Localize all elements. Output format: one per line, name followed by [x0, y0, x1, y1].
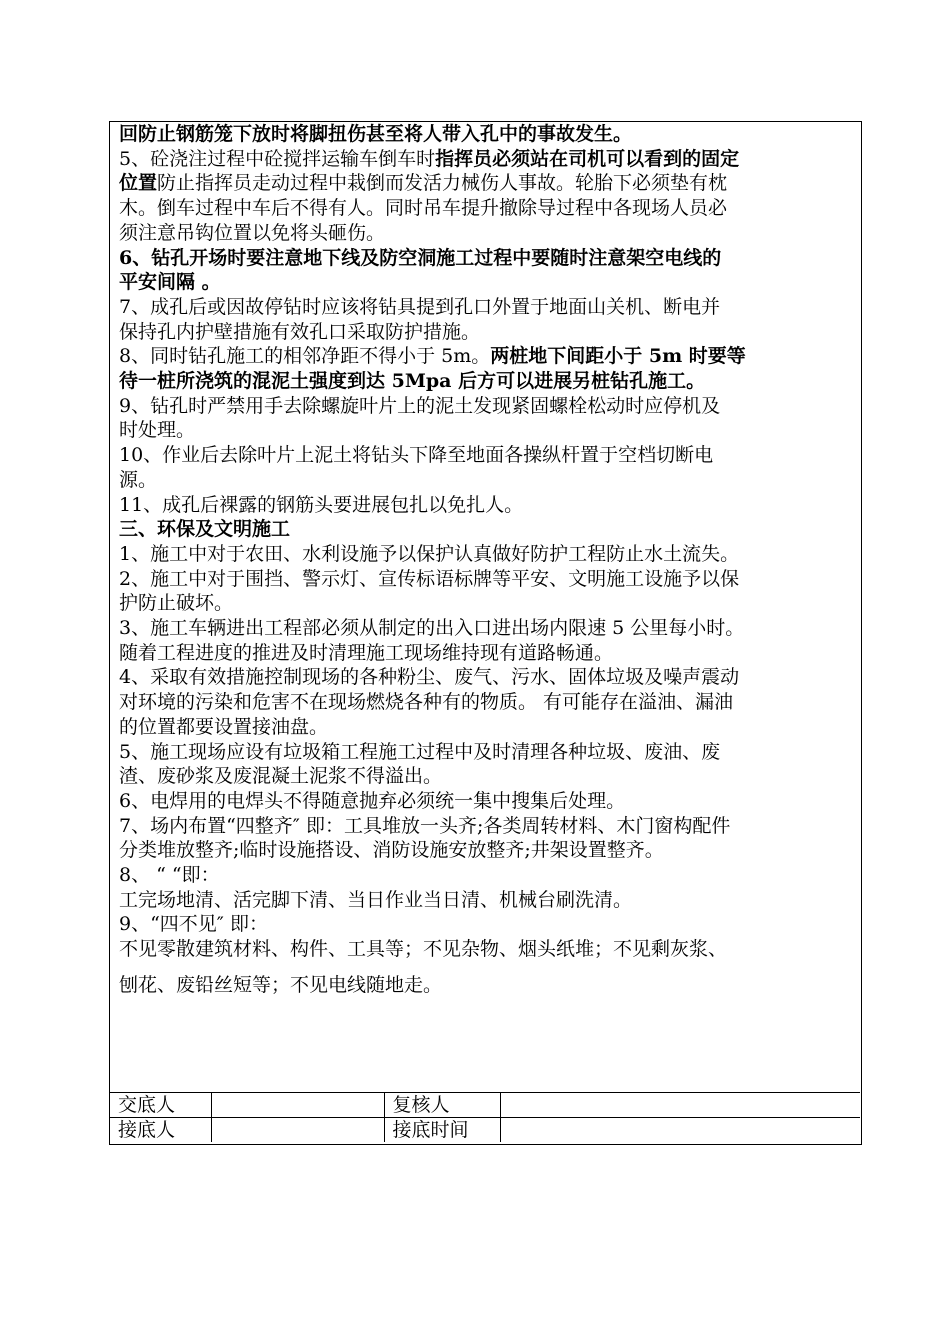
- text-line: [119, 665, 739, 689]
- text: 刨花、废铅丝短等；不见电线随地走。: [119, 974, 443, 997]
- text-line: [119, 493, 523, 517]
- text: 3、施工车辆进出工程部必须从制定的出入口进出场内限速 5 公里每小时。: [119, 617, 745, 639]
- label-receive-time: 接底时间: [384, 1118, 500, 1143]
- text-line: [119, 542, 739, 566]
- text: 1、施工中对于农田、水利设施予以保护认真做好防护工程防止水土流失。: [119, 542, 740, 565]
- text-line: [119, 740, 720, 764]
- text-line: [119, 320, 480, 344]
- bold-text: 平安间隔 。: [119, 271, 221, 294]
- text-line: [119, 641, 613, 665]
- signature-row-1: [110, 1093, 860, 1118]
- text-line: [119, 973, 442, 997]
- text: 的位置都要设置接油盘。: [119, 715, 329, 738]
- text: 10、作业后去除叶片上泥土将钻头下降至地面各操纵杆置于空档切断电: [119, 444, 714, 467]
- field-reviewer[interactable]: [500, 1093, 860, 1118]
- text-line: [119, 295, 720, 319]
- text: 6、电焊用的电焊头不得随意抛弃必须统一集中搜集后处理。: [119, 789, 626, 812]
- text: 5、砼浇注过程中砼搅拌运输车倒车时: [119, 147, 436, 170]
- bold-text: 位置: [119, 172, 158, 195]
- text: 对环境的污染和危害不在现场燃烧各种有的物质。 有可能存在溢油、漏油: [119, 691, 734, 714]
- text: 时处理。: [119, 419, 196, 442]
- text: 分类堆放整齐;临时设施搭设、消防设施安放整齐;井架设置整齐。: [119, 839, 664, 862]
- text-line: [119, 468, 157, 492]
- text-line: [119, 122, 632, 146]
- label-discloser: 交底人: [110, 1093, 211, 1118]
- text-line: [119, 715, 328, 739]
- bold-text: 三、环保及文明施工: [119, 518, 291, 541]
- field-receive-time[interactable]: [500, 1118, 860, 1143]
- text-line: [119, 517, 290, 541]
- bold-text: 回防止钢筋笼下放时将脚扭伤甚至将人带入孔中的事故发生。: [119, 123, 633, 145]
- text: 11、成孔后裸露的钢筋头要进展包扎以免扎人。: [119, 493, 524, 516]
- text: 4、采取有效措施控制现场的各种粉尘、废气、污水、固体垃圾及噪声震动: [119, 666, 740, 689]
- text-line: [119, 147, 739, 171]
- text-line: [119, 443, 713, 467]
- text-line: [119, 912, 268, 936]
- text: 护防止破坏。: [119, 592, 234, 615]
- text-line: [119, 789, 625, 813]
- text-line: [119, 888, 632, 912]
- text-line: [119, 344, 746, 368]
- text-line: [119, 814, 730, 838]
- label-reviewer: 复核人: [384, 1093, 500, 1118]
- text: 工完场地清、活完脚下清、当日作业当日清、机械台刷洗清。: [119, 888, 633, 911]
- bold-text: 待一桩所浇筑的混泥土强度到达 5Mpa 后方可以进展另桩钻孔施工。: [119, 370, 706, 392]
- text-line: [119, 196, 727, 220]
- text-line: [119, 690, 733, 714]
- bold-text: 6、钻孔开场时要注意地下线及防空洞施工过程中要随时注意架空电线的: [119, 246, 722, 269]
- text-line: [119, 863, 220, 887]
- text-line: [119, 616, 744, 640]
- signature-row-2: [110, 1118, 860, 1143]
- text: 渣、废砂浆及废混凝土泥浆不得溢出。: [119, 765, 443, 788]
- text-line: [119, 764, 442, 788]
- text-line: [119, 591, 233, 615]
- text: 9、“四不见″ 即：: [119, 913, 268, 936]
- text: 不见零散建筑材料、构件、工具等；不见杂物、烟头纸堆；不见剩灰浆、: [119, 938, 728, 961]
- text-line: [119, 246, 721, 270]
- text-line: [119, 937, 727, 961]
- text-line: [119, 418, 195, 442]
- text-line: [119, 567, 739, 591]
- text: 8、 “ “即：: [119, 864, 220, 886]
- bold-text: 两桩地下间距小于 5m 时要等: [490, 345, 746, 368]
- text: 2、施工中对于围挡、警示灯、宣传标语标牌等平安、文明施工设施予以保: [119, 567, 740, 590]
- text-line: [119, 838, 664, 862]
- label-receiver: 接底人: [110, 1118, 211, 1143]
- text-line: [119, 171, 727, 195]
- signature-table: [110, 1092, 860, 1142]
- text: 8、同时钻孔施工的相邻净距不得小于 5m。: [119, 345, 491, 368]
- text: 随着工程进度的推进及时清理施工现场维持现有道路畅通。: [119, 641, 614, 664]
- text: 源。: [119, 468, 158, 491]
- field-discloser[interactable]: [211, 1093, 384, 1118]
- text: 9、钻孔时严禁用手去除螺旋叶片上的泥土发现紧固螺栓松动时应停机及: [119, 394, 721, 417]
- field-receiver[interactable]: [211, 1118, 384, 1143]
- text-line: [119, 221, 385, 245]
- text: 7、成孔后或因故停钻时应该将钻具提到孔口外置于地面山关机、断电并: [119, 295, 721, 318]
- text: 保持孔内护壁措施有效孔口采取防护措施。: [119, 320, 481, 343]
- text: 须注意吊钩位置以免将头砸伤。: [119, 221, 386, 244]
- text-line: [119, 394, 720, 418]
- text-line: [119, 270, 221, 294]
- bold-text: 指挥员必须站在司机可以看到的固定: [435, 147, 740, 170]
- text: 木。倒车过程中车后不得有人。同时吊车提升撤除导过程中各现场人员必: [119, 197, 728, 220]
- text: 7、场内布置“四整齐″ 即：工具堆放一头齐;各类周转材料、木门窗构配件: [119, 814, 731, 837]
- text: 5、施工现场应设有垃圾箱工程施工过程中及时清理各种垃圾、废油、废: [119, 740, 721, 763]
- disclosure-form: [109, 121, 862, 1145]
- text-line: [119, 369, 705, 393]
- text: 防止指挥员走动过程中栽倒而发活力械伤人事故。轮胎下必须垫有枕: [157, 172, 728, 195]
- content-body: [110, 122, 863, 1092]
